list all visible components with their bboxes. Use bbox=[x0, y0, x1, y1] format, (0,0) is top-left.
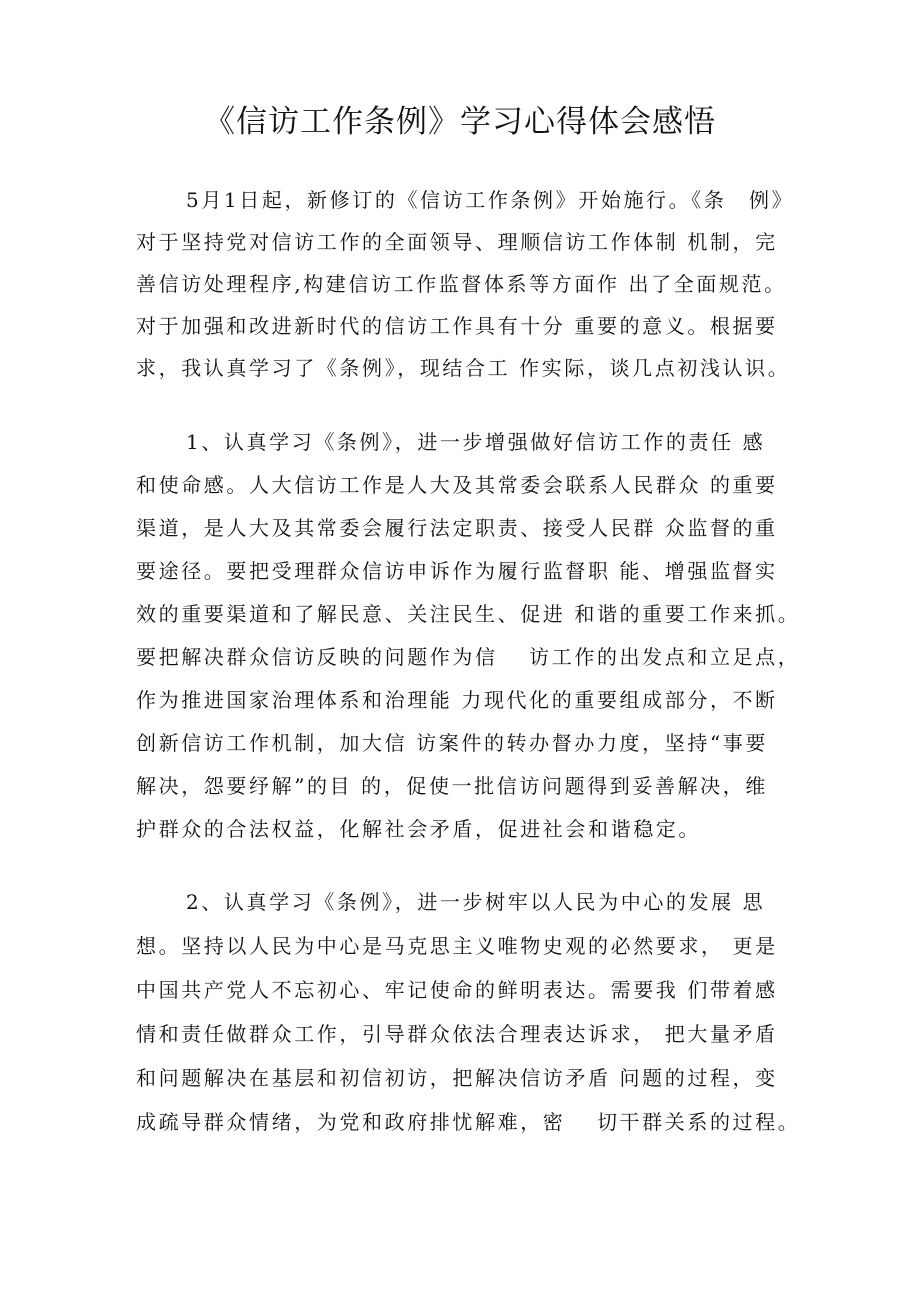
text-line: 成疏导群众情绪，为党和政府排忧解难，密 切干群关系的过程。 bbox=[136, 1110, 801, 1134]
text-line: 和问题解决在基层和初信初访，把解决信访矛盾 问题的过程，变 bbox=[136, 1066, 778, 1090]
text-line: 渠道，是人大及其常委会履行法定职责、接受人民群 众监督的重 bbox=[136, 516, 778, 540]
text-line: 想。坚持以人民为中心是马克思主义唯物史观的必然要求， 更是 bbox=[136, 934, 778, 958]
text-line: 中国共产党人不忘初心、牢记使命的鲜明表达。需要我 们带着感 bbox=[136, 978, 778, 1002]
text-line: 效的重要渠道和了解民意、关注民生、促进 和谐的重要工作来抓。 bbox=[136, 602, 801, 626]
text-line: 求，我认真学习了《条例》，现结合工 作实际，谈几点初浅认识。 bbox=[136, 356, 791, 380]
text-line: 2、认真学习《条例》，进一步树牢以人民为中心的发展 思 bbox=[186, 890, 766, 914]
text-line: 对于加强和改进新时代的信访工作具有十分 重要的意义。根据要 bbox=[136, 314, 778, 338]
text-line: 和使命感。人大信访工作是人大及其常委会联系人民群众 的重要 bbox=[136, 473, 778, 497]
text-line: 作为推进国家治理体系和治理能 力现代化的重要组成部分，不断 bbox=[136, 688, 778, 712]
text-line: 1、认真学习《条例》，进一步增强做好信访工作的责任 感 bbox=[186, 430, 766, 454]
text-line: 创新信访工作机制，加大信 访案件的转办督办力度，坚持“事要 bbox=[136, 731, 768, 755]
text-line: 善信访处理程序,构建信访工作监督体系等方面作 出了全面规范。 bbox=[136, 272, 787, 296]
text-line: 护群众的合法权益，化解社会矛盾，促进社会和谐稳定。 bbox=[136, 817, 701, 841]
text-line: 情和责任做群众工作，引导群众依法合理表达诉求， 把大量矛盾 bbox=[136, 1022, 778, 1046]
text-line: 5月1日起，新修订的《信访工作条例》开始施行。《条 例》 bbox=[186, 188, 795, 212]
text-line: 解决，怨要纾解”的目 的，促使一批信访问题得到妥善解决，维 bbox=[136, 774, 768, 798]
text-line: 要途径。要把受理群众信访申诉作为履行监督职 能、增强监督实 bbox=[136, 559, 778, 583]
text-line: 要把解决群众信访反映的问题作为信 访工作的出发点和立足点， bbox=[136, 645, 801, 669]
text-line: 对于坚持党对信访工作的全面领导、理顺信访工作体制 机制，完 bbox=[136, 230, 778, 254]
document-title: 《信访工作条例》学习心得体会感悟 bbox=[204, 104, 716, 140]
